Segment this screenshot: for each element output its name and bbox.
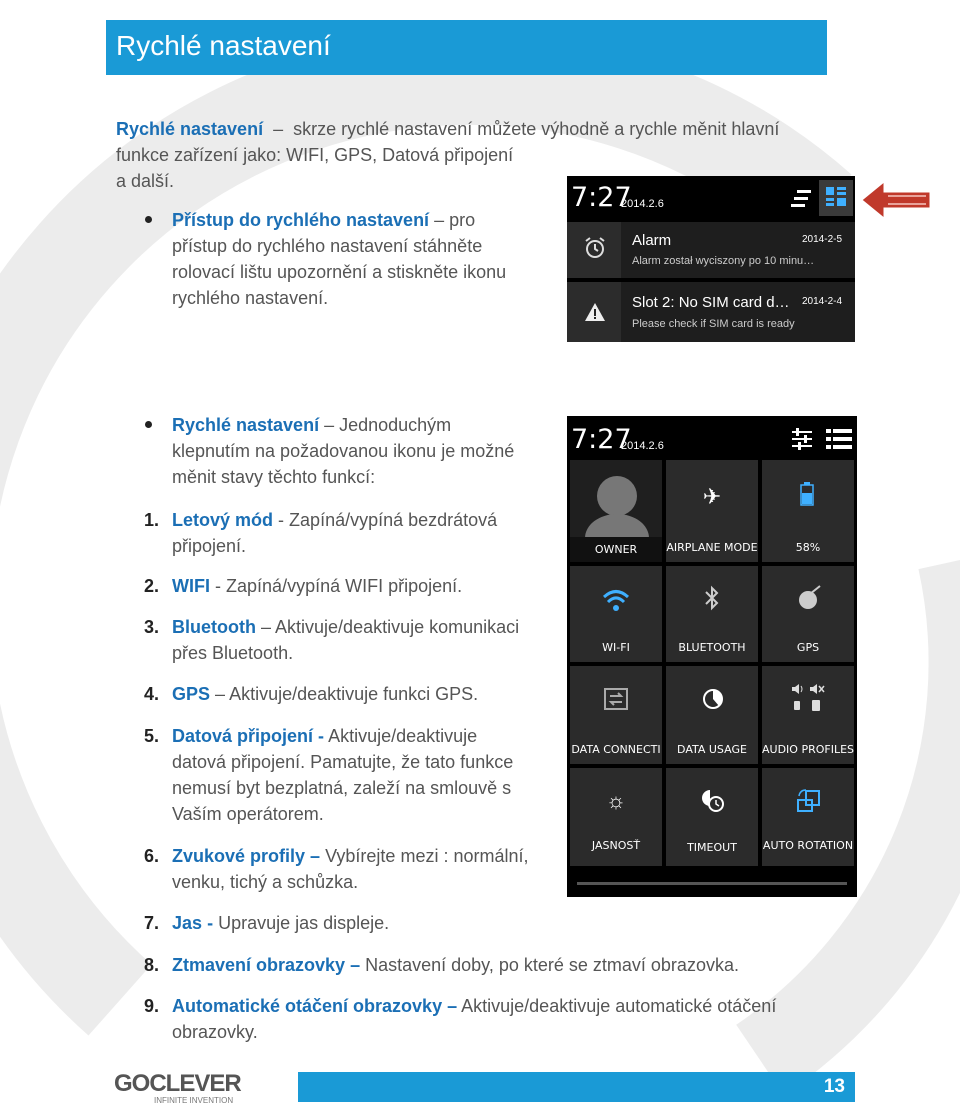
tile-label: AUTO ROTATION — [762, 839, 854, 852]
list-term: Datová připojení — [172, 726, 314, 746]
notifications-list-icon[interactable] — [825, 428, 853, 450]
bluetooth-icon — [704, 584, 720, 612]
list-line: Zapíná/vypíná WIFI připojení. — [226, 576, 463, 596]
list-number: 8. — [144, 955, 160, 975]
tile-label: OWNER — [570, 537, 662, 562]
tile-label: DATA USAGE — [677, 743, 747, 756]
tile-airplane-mode[interactable] — [666, 460, 758, 562]
tile-data-usage[interactable] — [666, 666, 758, 764]
tile-label: GPS — [796, 641, 820, 654]
alarm-clock-icon — [583, 236, 607, 260]
list-line: Aktivuje/deaktivuje automatické otáčení — [461, 996, 777, 1016]
list-line: nemusí byt bezplatná, zaleží na smlouvě s — [172, 778, 512, 798]
battery-icon — [800, 482, 814, 506]
list-term: GPS — [172, 684, 211, 704]
notification-title: Alarm — [632, 232, 672, 249]
bullet-text: pro — [449, 210, 476, 230]
bullet-quick-access: Přístup do rychlého nastavení – pro přístup do rychlého nastavení stáhněte rolovací lištu upozornění a stiskněte ikonu rychlého nastavení. — [172, 207, 562, 311]
bullet-term: Přístup do rychlého nastavení — [172, 210, 430, 230]
list-item-auto-rotation — [172, 993, 872, 1045]
list-sep: – — [310, 846, 321, 866]
tile-audio-profiles[interactable] — [762, 666, 854, 764]
auto-rotation-icon — [796, 788, 822, 814]
wifi-icon — [602, 588, 630, 612]
notification-text: Please check if SIM card is ready — [632, 318, 795, 330]
page-number: 13 — [823, 1076, 845, 1097]
list-term: Letový mód — [172, 510, 274, 530]
list-item-brightness — [172, 910, 772, 936]
airplane-icon: ✈ — [702, 484, 722, 509]
tile-label: AIRPLANE MODE — [666, 541, 758, 554]
list-item-timeout — [172, 952, 872, 978]
page-title: Rychlé nastavení — [116, 30, 331, 61]
pointer-arrow-icon — [858, 178, 934, 222]
logo-tagline: INFINITE INVENTION — [154, 1096, 234, 1105]
footer-bar — [298, 1072, 855, 1102]
list-sep: - — [278, 510, 285, 530]
audio-profiles-icon — [790, 682, 826, 714]
list-line: venku, tichý a schůzka. — [172, 872, 359, 892]
brightness-icon: ☼ — [605, 788, 627, 813]
quick-settings-screenshot — [567, 416, 857, 897]
list-number: 6. — [144, 846, 160, 866]
bullet-dot — [145, 216, 152, 223]
intro-term: Rychlé nastavení — [116, 119, 264, 139]
tile-owner[interactable] — [570, 460, 662, 562]
intro-line-3: a další. — [116, 171, 175, 191]
list-item-bluetooth — [172, 614, 562, 666]
list-line: Aktivuje/deaktivuje funkci GPS. — [229, 684, 479, 704]
tile-timeout[interactable] — [666, 768, 758, 866]
tile-battery[interactable] — [762, 460, 854, 562]
title-bar — [106, 20, 827, 75]
list-term: Ztmavení obrazovky — [172, 955, 346, 975]
notification-text: Alarm został wyciszony po 10 minu… — [632, 255, 815, 267]
tile-auto-rotation[interactable] — [762, 768, 854, 866]
list-item-gps — [172, 681, 562, 707]
bullet-term: Rychlé nastavení — [172, 415, 320, 435]
list-line: Aktivuje/deaktivuje komunikaci — [275, 617, 520, 637]
notification-date: 2014-2-5 — [802, 234, 843, 245]
bullet-dot — [145, 421, 152, 428]
tile-data-connection[interactable] — [570, 666, 662, 764]
timeout-icon — [700, 788, 726, 814]
list-sep: – — [447, 996, 458, 1016]
bullet-line: klepnutím na požadovanou ikonu je možné — [172, 441, 515, 461]
list-term: Bluetooth — [172, 617, 256, 637]
list-line: obrazovky. — [172, 1022, 258, 1042]
avatar-icon — [584, 472, 650, 538]
tile-wifi[interactable] — [570, 566, 662, 662]
notification-date: 2014-2-4 — [802, 296, 843, 307]
intro-paragraph: Rychlé nastavení – skrze rychlé nastavení můžete výhodně a rychle měnit hlavní funkce zařízení jako: WIFI, GPS, Datová připojení a další. — [116, 116, 836, 194]
list-number: 3. — [144, 617, 160, 637]
list-sep: - — [207, 913, 214, 933]
list-line: Zapíná/vypíná bezdrátová — [289, 510, 498, 530]
bullet-line: rolovací lištu upozornění a stiskněte ikonu — [172, 262, 507, 282]
list-number: 4. — [144, 684, 160, 704]
tile-label: DATA CONNECTI — [571, 743, 661, 756]
list-number: 7. — [144, 913, 160, 933]
notification-item[interactable] — [567, 282, 855, 342]
tile-label: BLUETOOTH — [678, 641, 746, 654]
list-line: Nastavení doby, po které se ztmaví obrazovka. — [365, 955, 739, 975]
list-number: 9. — [144, 996, 160, 1016]
bullet-line: přístup do rychlého nastavení stáhněte — [172, 236, 483, 256]
bullet-line: rychlého nastavení. — [172, 288, 329, 308]
tile-brightness[interactable] — [570, 768, 662, 866]
list-item-airplane — [172, 507, 562, 559]
tile-label: AUDIO PROFILES — [762, 743, 854, 756]
bullet-line: měnit stavy těchto funkcí: — [172, 467, 376, 487]
goclever-logo — [114, 1070, 294, 1106]
list-line: Vybírejte mezi : normální, — [325, 846, 529, 866]
list-term: Automatické otáčení obrazovky — [172, 996, 443, 1016]
list-sep: - — [318, 726, 325, 746]
intro-line-2: funkce zařízení jako: WIFI, GPS, Datová připojení — [116, 145, 514, 165]
tile-label: JASNOSŤ — [591, 839, 641, 852]
list-term: Zvukové profily — [172, 846, 306, 866]
list-sep: – — [261, 617, 272, 637]
date: 2014.2.6 — [621, 440, 664, 452]
tile-gps[interactable] — [762, 566, 854, 662]
notification-shade-screenshot — [567, 176, 855, 342]
clock: 7:27 — [571, 182, 632, 213]
notification-item[interactable] — [567, 222, 855, 278]
logo-wordmark: GOCLEVER — [114, 1070, 241, 1097]
list-item-data-connection — [172, 723, 562, 827]
list-line: Upravuje jas displeje. — [218, 913, 390, 933]
list-item-audio-profiles — [172, 843, 572, 895]
data-usage-icon — [702, 688, 724, 710]
warning-icon — [584, 302, 606, 322]
list-sep: – — [350, 955, 361, 975]
notification-title: Slot 2: No SIM card d… — [632, 294, 790, 311]
tile-bluetooth[interactable] — [666, 566, 758, 662]
bullet-quick-settings: Rychlé nastavení – Jednoduchým klepnutím na požadovanou ikonu je možné měnit stavy těchto funkcí: — [172, 412, 562, 490]
drag-handle[interactable] — [577, 882, 847, 885]
list-line: datová připojení. Pamatujte, že tato funkce — [172, 752, 514, 772]
bullet-text: Jednoduchým — [339, 415, 452, 435]
list-term: WIFI — [172, 576, 210, 596]
list-item-wifi — [172, 573, 562, 599]
list-sep: – — [215, 684, 226, 704]
list-line: Vaším operátorem. — [172, 804, 324, 824]
list-line: připojení. — [172, 536, 247, 556]
settings-sliders-icon[interactable] — [791, 428, 813, 450]
data-connection-icon — [604, 688, 628, 710]
list-number: 2. — [144, 576, 160, 596]
list-number: 1. — [144, 510, 160, 530]
tile-label: WI-FI — [602, 641, 630, 654]
gps-icon — [796, 584, 822, 612]
intro-line-1: skrze rychlé nastavení můžete výhodně a rychle měnit hlavní — [293, 119, 780, 139]
list-number: 5. — [144, 726, 160, 746]
list-sep: - — [215, 576, 222, 596]
tile-label: 58% — [795, 541, 821, 554]
list-line: přes Bluetooth. — [172, 643, 294, 663]
list-line: Aktivuje/deaktivuje — [328, 726, 478, 746]
date: 2014.2.6 — [621, 198, 664, 210]
list-term: Jas — [172, 913, 203, 933]
clock: 7:27 — [571, 424, 632, 455]
tile-label: TIMEOUT — [687, 841, 737, 854]
